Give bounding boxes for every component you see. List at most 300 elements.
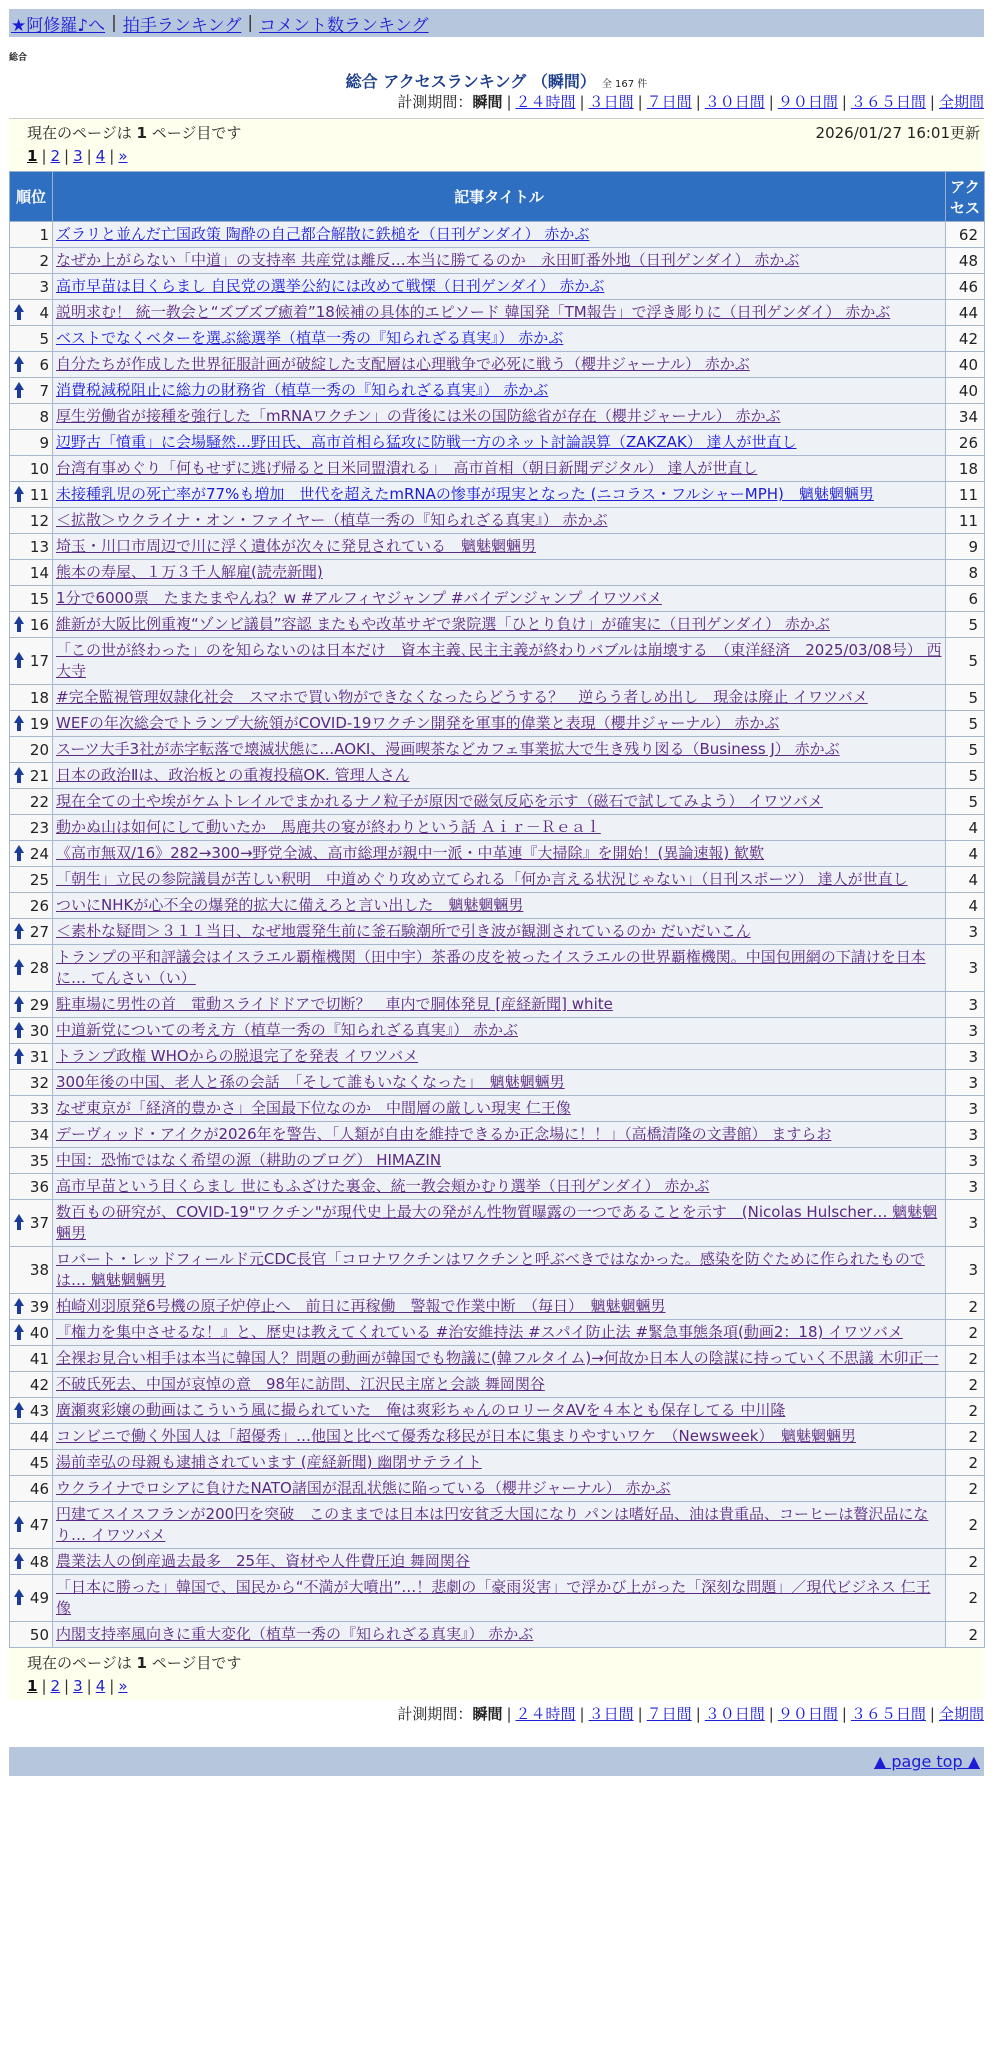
rank-up-arrow-icon	[14, 845, 24, 861]
page-info-box	[9, 118, 984, 171]
title-cell	[53, 737, 946, 763]
article-title-link[interactable]: 高市早苗は目くらまし 自民党の選挙公約には改めて戦慄（日刊ゲンダイ） 赤かぶ	[56, 277, 605, 295]
rank-cell	[10, 1622, 53, 1648]
title-cell	[53, 1372, 946, 1398]
table-row	[10, 815, 985, 841]
title-cell	[53, 508, 946, 534]
title-cell	[53, 1070, 946, 1096]
title-cell	[53, 1320, 946, 1346]
rank-cell	[10, 841, 53, 867]
table-row	[10, 1622, 985, 1648]
pager-page-link[interactable]: 4	[95, 147, 106, 165]
rank-cell	[10, 1450, 53, 1476]
access-count: 3	[946, 1148, 985, 1174]
access-count: 5	[946, 612, 985, 638]
table-row	[10, 300, 985, 326]
article-title-link[interactable]: トランプ政権 WHOからの脱退完了を発表 イワツバメ	[56, 1047, 419, 1065]
access-count: 2	[946, 1398, 985, 1424]
table-row	[10, 1070, 985, 1096]
article-title-link[interactable]: 円建てスイスフランが200円を突破 このままでは日本は円安貧乏大国になり パンは嗜好品、油は貴重品、コーヒーは贅沢品になり… イワツバメ	[56, 1505, 929, 1544]
article-title-link[interactable]: スーツ大手3社が赤字転落で壊滅状態に…AOKI、漫画喫茶などカフェ事業拡大で生き残り図る（Business J） 赤かぶ	[56, 740, 840, 758]
access-count: 2	[946, 1502, 985, 1549]
article-title-link[interactable]: ベストでなくベターを選ぶ総選挙（植草一秀の『知られざる真実』） 赤かぶ	[56, 329, 564, 347]
period-separator: |	[841, 93, 847, 111]
rank-number: 14	[29, 563, 49, 582]
table-row	[10, 1174, 985, 1200]
period-option-link[interactable]: ３日間	[588, 1705, 634, 1723]
period-current: 瞬間	[472, 93, 503, 111]
title-cell	[53, 612, 946, 638]
rank-number: 40	[29, 1323, 49, 1342]
rank-cell	[10, 763, 53, 789]
rank-cell	[10, 919, 53, 945]
article-title-link[interactable]: 動かぬ山は如何にして動いたか 馬鹿共の宴が終わりという話 Ａｉｒ－Ｒｅａｌ	[56, 818, 601, 836]
page-info-suffix: ページ目です	[151, 124, 242, 142]
title-cell	[53, 248, 946, 274]
access-count: 4	[946, 841, 985, 867]
table-row	[10, 919, 985, 945]
article-title-link[interactable]: 現在全ての土や埃がケムトレイルでまかれるナノ粒子が原因で磁気反応を示す（磁石で試してみよう） イワツバメ	[56, 792, 823, 810]
article-title-link[interactable]: 「朝生」立民の参院議員が苦しい釈明 中道めぐり攻め立てられる「何か言える状況じゃない」（日刊スポーツ） 達人が世直し	[56, 870, 908, 888]
rank-number: 48	[29, 1552, 49, 1571]
title-cell	[53, 378, 946, 404]
rank-cell	[10, 586, 53, 612]
access-count: 11	[946, 508, 985, 534]
title-cell	[53, 404, 946, 430]
article-title-link[interactable]: 中道新党についての考え方（植草一秀の『知られざる真実』） 赤かぶ	[56, 1021, 518, 1039]
rank-number: 6	[39, 355, 49, 374]
rank-up-arrow-icon	[14, 1553, 24, 1569]
title-cell	[53, 1398, 946, 1424]
title-cell	[53, 763, 946, 789]
nav-separator: |	[111, 13, 117, 33]
access-count: 5	[946, 685, 985, 711]
total-count: 全 167 件	[601, 79, 648, 90]
title-cell	[53, 789, 946, 815]
page-info-suffix: ページ目です	[151, 1654, 242, 1672]
rank-cell	[10, 992, 53, 1018]
article-title-link[interactable]: 《高市無双/16》282→300→野党全滅、高市総理が親中一派・中革連『大掃除』を開始！(異論速報) 歓歎	[56, 844, 765, 862]
access-count: 3	[946, 1018, 985, 1044]
title-cell	[53, 560, 946, 586]
rank-number: 34	[29, 1125, 49, 1144]
table-row	[10, 1575, 985, 1622]
article-title-link[interactable]: ＜拡散＞ウクライナ・オン・ファイヤー（植草一秀の『知られざる真実』） 赤かぶ	[56, 511, 608, 529]
page-top-link[interactable]: ▲ page top ▲	[873, 1752, 980, 1771]
rank-cell	[10, 508, 53, 534]
period-option-link[interactable]: ７日間	[646, 1705, 692, 1723]
rank-number: 26	[29, 896, 49, 915]
page-title-line	[0, 69, 993, 89]
period-separator: |	[637, 93, 643, 111]
title-cell	[53, 867, 946, 893]
pager-page-link[interactable]: 3	[73, 1677, 83, 1695]
rank-number: 20	[29, 740, 49, 759]
pager-separator: |	[86, 147, 92, 165]
title-cell	[53, 1200, 946, 1247]
pager-separator: |	[41, 147, 47, 165]
rank-cell	[10, 352, 53, 378]
table-row	[10, 1398, 985, 1424]
rank-cell	[10, 612, 53, 638]
rank-number: 47	[29, 1516, 49, 1534]
article-title-link[interactable]: 「この世が終わった」のを知らないのは日本だけ 資本主義､民主主義が終わりバブルは崩壊する （東洋経済 2025/03/08号） 西大寺	[56, 641, 942, 680]
table-row	[10, 1122, 985, 1148]
pager-page-link[interactable]: 2	[50, 147, 61, 165]
access-count: 2	[946, 1346, 985, 1372]
access-count: 42	[946, 326, 985, 352]
title-cell	[53, 1424, 946, 1450]
article-title-link[interactable]: ロバート・レッドフィールド元CDC長官「コロナワクチンはワクチンと呼ぶべきではなかった。感染を防ぐために作られたものでは… 魑魅魍魎男	[56, 1250, 925, 1289]
period-separator: |	[768, 93, 774, 111]
table-row	[10, 1247, 985, 1294]
table-row	[10, 352, 985, 378]
article-title-link[interactable]: 台湾有事めぐり「何もせずに逃げ帰ると日米同盟潰れる」 高市首相（朝日新聞デジタル） 達人が世直し	[56, 459, 758, 477]
access-count: 34	[946, 404, 985, 430]
period-option-link[interactable]: ９０日間	[777, 1705, 838, 1723]
title-cell	[53, 274, 946, 300]
pager-separator: |	[86, 1677, 92, 1695]
title-cell	[53, 1450, 946, 1476]
table-row	[10, 867, 985, 893]
title-cell	[53, 1096, 946, 1122]
title-cell	[53, 300, 946, 326]
table-row	[10, 612, 985, 638]
table-row	[10, 508, 985, 534]
article-title-link[interactable]: #完全監視管理奴隷化社会 スマホで買い物ができなくなったらどうする？ 逆らう者しめ出し 現金は廃止 イワツバメ	[56, 688, 868, 706]
access-count: 3	[946, 945, 985, 992]
pager-next-link[interactable]: »	[118, 1677, 128, 1695]
access-count: 5	[946, 789, 985, 815]
table-row	[10, 841, 985, 867]
access-count: 2	[946, 1549, 985, 1575]
rank-number: 38	[29, 1261, 49, 1279]
rank-number: 49	[29, 1589, 49, 1607]
rank-cell	[10, 456, 53, 482]
rank-number: 30	[29, 1021, 49, 1040]
rank-number: 50	[29, 1625, 49, 1644]
article-title-link[interactable]: トランプの平和評議会はイスラエル覇権機関（田中宇）茶番の皮を被ったイスラエルの世界覇権機関。中国包囲網の下請けを日本に… てんさい（い）	[56, 948, 926, 987]
period-separator: |	[768, 1705, 774, 1723]
article-title-link[interactable]: 1分で6000票 たまたまやんね？w #アルフィヤジャンプ #バイデンジャンプ イワツバメ	[56, 589, 662, 607]
title-cell	[53, 352, 946, 378]
table-row	[10, 737, 985, 763]
title-cell	[53, 685, 946, 711]
access-count: 3	[946, 1174, 985, 1200]
article-title-link[interactable]: WEFの年次総会でトランプ大統領がCOVID-19ワクチン開発を軍事的偉業と表現（櫻井ジャーナル） 赤かぶ	[56, 714, 780, 732]
access-count: 40	[946, 352, 985, 378]
title-cell	[53, 992, 946, 1018]
nav-separator: |	[247, 13, 254, 33]
article-title-link[interactable]: 中国：恐怖ではなく希望の源（耕助のブログ） HIMAZIN	[56, 1151, 442, 1169]
period-option-link[interactable]: ７日間	[646, 93, 692, 111]
article-title-link[interactable]: 埼玉・川口市周辺で川に浮く遺体が次々に発見されている 魑魅魍魎男	[56, 537, 537, 555]
rank-cell	[10, 1294, 53, 1320]
period-option-link[interactable]: ９０日間	[777, 93, 838, 111]
period-option-link[interactable]: ２４時間	[515, 1705, 576, 1723]
rank-cell	[10, 248, 53, 274]
article-title-link[interactable]: 全裸お見合い相手は本当に韓国人？問題の動画が韓国でも物議に(韓フルタイム)→何故か日本人の陰謀に持っていく不思議 木卯正一	[56, 1349, 939, 1367]
article-title-link[interactable]: ついにNHKが心不全の爆発的拡大に備えろと言い出した 魑魅魍魎男	[56, 896, 524, 914]
rank-cell	[10, 1122, 53, 1148]
title-cell	[53, 586, 946, 612]
article-title-link[interactable]: 消費税減税阻止に総力の財務省（植草一秀の『知られざる真実』） 赤かぶ	[56, 381, 549, 399]
pager-current-page: 1	[27, 1677, 38, 1695]
rank-number: 1	[39, 225, 49, 244]
article-title-link[interactable]: 維新が大阪比例重複“ゾンビ議員”容認 またもや改革サギで衆院選「ひとり負け」が確実に（日刊ゲンダイ） 赤かぶ	[56, 615, 830, 633]
rank-number: 3	[39, 277, 49, 296]
comment-ranking-link[interactable]: コメント数ランキング	[259, 15, 429, 36]
rank-number: 7	[39, 381, 49, 400]
article-title-link[interactable]: コンビニで働く外国人は「超優秀」…他国と比べて優秀な移民が日本に集まりやすいワケ （Newsweek） 魑魅魍魎男	[56, 1427, 856, 1445]
article-title-link[interactable]: 内閣支持率風向きに重大変化（植草一秀の『知られざる真実』） 赤かぶ	[56, 1625, 534, 1643]
access-count: 3	[946, 1247, 985, 1294]
article-title-link[interactable]: 厚生労働省が接種を強行した「mRNAワクチン」の背後には米の国防総省が存在（櫻井ジャーナル） 赤かぶ	[56, 407, 781, 425]
rank-cell	[10, 1320, 53, 1346]
rank-number: 16	[29, 615, 49, 634]
access-count: 3	[946, 1044, 985, 1070]
rank-up-arrow-icon	[14, 996, 24, 1012]
article-title-link[interactable]: ズラリと並んだ亡国政策 陶酔の自己都合解散に鉄槌を（日刊ゲンダイ） 赤かぶ	[56, 225, 590, 243]
article-title-link[interactable]: 「日本に勝った」韓国で、国民から“不満が大噴出”…！悲劇の「豪雨災害」で浮かび上がった「深刻な問題」／現代ビジネス 仁王像	[56, 1578, 931, 1617]
rank-up-arrow-icon	[14, 767, 24, 783]
top-nav-bar	[9, 9, 984, 37]
title-cell	[53, 430, 946, 456]
period-separator: |	[637, 1705, 643, 1723]
article-title-link[interactable]: 駐車場に男性の首 電動スライドドアで切断？ 車内で胴体発見 [産経新聞] white	[56, 995, 613, 1013]
period-option-link[interactable]: ３６５日間	[850, 93, 926, 111]
period-selector	[0, 91, 984, 113]
access-count: 3	[946, 1070, 985, 1096]
article-title-link[interactable]: 農業法人の倒産過去最多 25年、資材や人件費圧迫 舞岡関谷	[56, 1552, 470, 1570]
article-title-link[interactable]: 日本の政治Ⅱは、政治板との重複投稿OK. 管理人さん	[56, 766, 410, 784]
page-info	[27, 1652, 241, 1673]
title-cell	[53, 841, 946, 867]
rank-cell	[10, 1575, 53, 1622]
period-option-link[interactable]: ３０日間	[704, 93, 765, 111]
rank-cell	[10, 1044, 53, 1070]
rank-number: 44	[29, 1427, 49, 1446]
table-row	[10, 992, 985, 1018]
table-row	[10, 1346, 985, 1372]
access-count: 40	[946, 378, 985, 404]
rank-up-arrow-icon	[14, 356, 24, 372]
access-count: 4	[946, 867, 985, 893]
bottom-bar	[9, 1747, 984, 1776]
access-count: 5	[946, 737, 985, 763]
table-row	[10, 1294, 985, 1320]
access-count: 2	[946, 1320, 985, 1346]
table-row	[10, 1044, 985, 1070]
table-row	[10, 1018, 985, 1044]
article-title-link[interactable]: デーヴィッド・アイクが2026年を警告、「人類が自由を維持できるか正念場に！！」（高橋清隆の文書館） ますらお	[56, 1125, 832, 1143]
access-count: 46	[946, 274, 985, 300]
title-cell	[53, 711, 946, 737]
title-cell	[53, 1575, 946, 1622]
article-title-link[interactable]: 柏崎刈羽原発6号機の原子炉停止へ 前日に再稼働 警報で作業中断 （毎日） 魑魅魍魎男	[56, 1297, 666, 1315]
period-option-link[interactable]: ３０日間	[704, 1705, 765, 1723]
rank-number: 23	[29, 818, 49, 837]
title-cell	[53, 945, 946, 992]
rank-cell	[10, 1549, 53, 1575]
rank-up-arrow-icon	[14, 923, 24, 939]
rank-up-arrow-icon	[14, 652, 24, 668]
pager-separator: |	[41, 1677, 47, 1695]
page-title: 総合 アクセスランキング （瞬間）	[345, 72, 596, 91]
table-row	[10, 586, 985, 612]
rank-cell	[10, 1070, 53, 1096]
title-cell	[53, 638, 946, 685]
title-cell	[53, 919, 946, 945]
table-row	[10, 893, 985, 919]
access-count: 2	[946, 1372, 985, 1398]
article-title-link[interactable]: 辺野古「憤重」に会場騒然…野田氏、高市首相ら猛攻に防戦一方のネット討論誤算（ZAKZAK） 達人が世直し	[56, 433, 797, 451]
article-title-link[interactable]: 300年後の中国、老人と孫の会話 「そして誰もいなくなった」 魑魅魍魎男	[56, 1073, 565, 1091]
period-option-link[interactable]: ２４時間	[515, 93, 576, 111]
rank-cell	[10, 815, 53, 841]
table-row	[10, 763, 985, 789]
rank-number: 10	[29, 459, 49, 478]
pager-page-link[interactable]: 4	[95, 1677, 106, 1695]
rank-number: 46	[29, 1479, 49, 1498]
title-cell	[53, 815, 946, 841]
article-title-link[interactable]: 高市早苗という目くらまし 世にもふざけた裏金、統一教会頬かむり選挙（日刊ゲンダイ） 赤かぶ	[56, 1177, 710, 1195]
rank-number: 39	[29, 1297, 49, 1316]
rank-number: 21	[29, 766, 49, 785]
rank-cell	[10, 1398, 53, 1424]
title-cell	[53, 1247, 946, 1294]
access-count: 18	[946, 456, 985, 482]
rank-cell	[10, 1174, 53, 1200]
rank-number: 42	[29, 1375, 49, 1394]
title-cell	[53, 482, 946, 508]
title-cell	[53, 1044, 946, 1070]
page-info-number: 1	[136, 124, 147, 142]
period-separator: |	[579, 1705, 585, 1723]
article-title-link[interactable]: 熊本の寿屋、１万３千人解雇(読売新聞)	[56, 563, 323, 581]
table-row	[10, 1096, 985, 1122]
article-title-link[interactable]: 未接種乳児の死亡率が77%も増加 世代を超えたmRNAの惨事が現実となった (ニコラス・フルシャーMPH) 魑魅魍魎男	[56, 485, 874, 503]
rank-number: 17	[29, 652, 49, 670]
title-cell	[53, 1018, 946, 1044]
article-title-link[interactable]: なぜか上がらない「中道」の支持率 共産党は離反…本当に勝てるのか 永田町番外地（日刊ゲンダイ） 赤かぶ	[56, 251, 800, 269]
rank-number: 2	[39, 251, 49, 270]
rank-number: 4	[39, 303, 49, 322]
title-cell	[53, 1174, 946, 1200]
rank-cell	[10, 945, 53, 992]
access-count: 4	[946, 893, 985, 919]
access-count: 44	[946, 300, 985, 326]
article-title-link[interactable]: ＜素朴な疑問＞３１１当日、なぜ地震発生前に釜石験潮所で引き波が観測されているのか だいだいこん	[56, 922, 751, 940]
pager	[27, 1677, 128, 1695]
table-row	[10, 685, 985, 711]
pager-page-link[interactable]: 3	[73, 147, 83, 165]
title-cell	[53, 1502, 946, 1549]
access-count: 62	[946, 222, 985, 248]
rank-cell	[10, 638, 53, 685]
period-option-link[interactable]: ３６５日間	[850, 1705, 926, 1723]
rank-up-arrow-icon	[14, 1516, 24, 1532]
title-cell	[53, 326, 946, 352]
period-selector-bottom	[0, 1703, 984, 1725]
access-count: 2	[946, 1294, 985, 1320]
rank-number: 43	[29, 1401, 49, 1420]
access-count: 9	[946, 534, 985, 560]
rank-up-arrow-icon	[14, 1214, 24, 1230]
article-title-link[interactable]: 自分たちが作成した世界征服計画が破綻した支配層は心理戦争で必死に戦う（櫻井ジャーナル） 赤かぶ	[56, 355, 750, 373]
article-title-link[interactable]: 数百もの研究が、COVID-19"ワクチン"が現代史上最大の発がん性物質曝露の一つであることを示す (Nicolas Hulscher… 魑魅魍魎男	[56, 1203, 938, 1242]
rank-number: 37	[29, 1214, 49, 1232]
article-title-link[interactable]: 湯前幸弘の母親も逮捕されています (産経新聞) 幽閉サテライト	[56, 1453, 482, 1471]
rank-number: 35	[29, 1151, 49, 1170]
period-separator: |	[506, 1705, 512, 1723]
rank-cell	[10, 1247, 53, 1294]
rank-cell	[10, 1372, 53, 1398]
article-title-link[interactable]: 『権力を集中させるな！』と、歴史は教えてくれている #治安維持法 #スパイ防止法 #緊急事態条項(動画2：18) イワツバメ	[56, 1323, 903, 1341]
access-count: 3	[946, 1122, 985, 1148]
period-separator: |	[841, 1705, 847, 1723]
rank-cell	[10, 378, 53, 404]
rank-cell	[10, 1018, 53, 1044]
page	[0, 9, 993, 1776]
home-link[interactable]: ★阿修羅♪へ	[11, 15, 106, 36]
rank-cell	[10, 1476, 53, 1502]
rank-cell	[10, 1424, 53, 1450]
table-row	[10, 326, 985, 352]
title-cell	[53, 1294, 946, 1320]
col-title-header: 記事タイトル	[53, 172, 946, 222]
rank-number: 9	[39, 433, 49, 452]
period-option-link[interactable]: 全期間	[938, 93, 984, 111]
access-count: 11	[946, 482, 985, 508]
title-cell	[53, 1476, 946, 1502]
pager-current-page: 1	[27, 147, 38, 165]
rank-cell	[10, 1346, 53, 1372]
table-row	[10, 378, 985, 404]
rank-cell	[10, 867, 53, 893]
title-cell	[53, 1122, 946, 1148]
period-label: 計測期間：	[397, 93, 473, 111]
table-row	[10, 404, 985, 430]
rank-number: 13	[29, 537, 49, 556]
rank-cell	[10, 1148, 53, 1174]
title-cell	[53, 1622, 946, 1648]
title-cell	[53, 222, 946, 248]
article-title-link[interactable]: 廣瀬爽彩嬢の動画はこういう風に撮られていた 俺は爽彩ちゃんのロリータAVを４本とも保存してる 中川隆	[56, 1401, 786, 1419]
applause-ranking-link[interactable]: 拍手ランキング	[122, 15, 242, 36]
period-separator: |	[695, 93, 701, 111]
pager-page-link[interactable]: 2	[50, 1677, 61, 1695]
article-title-link[interactable]: 説明求む！ 統一教会と“ズブズブ癒着”18候補の具体的エピソード 韓国発「TM報告」で浮き彫りに（日刊ゲンダイ） 赤かぶ	[56, 303, 891, 321]
article-title-link[interactable]: ウクライナでロシアに負けたNATO諸国が混乱状態に陥っている（櫻井ジャーナル） 赤かぶ	[56, 1479, 671, 1497]
period-option-link[interactable]: 全期間	[938, 1705, 984, 1723]
title-cell	[53, 893, 946, 919]
table-row	[10, 560, 985, 586]
pager-next-link[interactable]: »	[118, 147, 128, 165]
rank-up-arrow-icon	[14, 382, 24, 398]
page-info-prefix: 現在のページは	[27, 1654, 132, 1672]
article-title-link[interactable]: 不破氏死去、中国が哀悼の意 98年に訪問、江沢民主席と会談 舞岡関谷	[56, 1375, 545, 1393]
access-count: 6	[946, 586, 985, 612]
access-count: 3	[946, 1096, 985, 1122]
period-separator: |	[929, 1705, 935, 1723]
rank-cell	[10, 404, 53, 430]
period-option-link[interactable]: ３日間	[588, 93, 634, 111]
page-info	[27, 122, 241, 143]
rank-cell	[10, 737, 53, 763]
rank-number: 33	[29, 1099, 49, 1118]
article-title-link[interactable]: なぜ東京が「経済的豊かさ」全国最下位なのか 中間層の厳しい現実 仁王像	[56, 1099, 571, 1117]
